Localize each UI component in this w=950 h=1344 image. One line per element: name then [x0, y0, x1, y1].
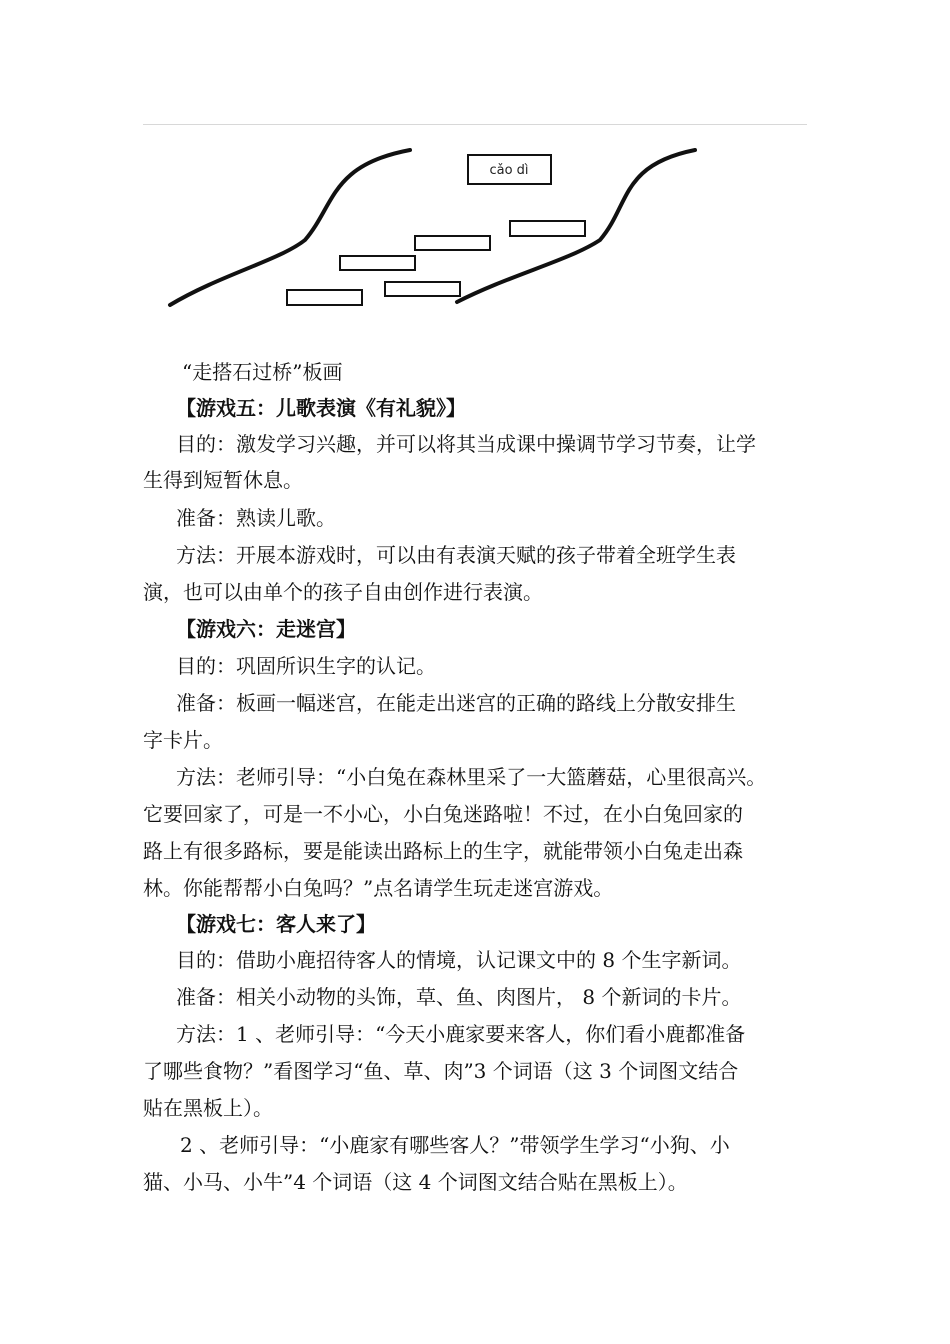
text-line: 准备：板画一幅迷宫，在能走出迷宫的正确的路线上分散安排生	[176, 691, 736, 715]
figure-caption: “走搭石过桥”板画	[182, 360, 343, 384]
text-line: 了哪些食物？”看图学习“鱼、草、肉”3 个词语（这 3 个词图文结合	[143, 1059, 739, 1083]
top-divider	[143, 124, 807, 125]
stepping-stone	[385, 282, 460, 296]
stepping-stone-bridge-drawing	[160, 145, 720, 315]
text-line: 方法：1 、老师引导：“今天小鹿家要来客人，你们看小鹿都准备	[176, 1022, 746, 1046]
stepping-stone	[415, 236, 490, 250]
text-line: 生得到短暂休息。	[143, 468, 303, 492]
text-line: 猫、小马、小牛”4 个词语（这 4 个词图文结合贴在黑板上）。	[143, 1170, 688, 1194]
text-line: 方法：开展本游戏时，可以由有表演天赋的孩子带着全班学生表	[176, 543, 736, 567]
text-line: 2 、老师引导：“小鹿家有哪些客人？”带领学生学习“小狗、小	[180, 1133, 730, 1157]
text-line: 目的：巩固所识生字的认记。	[176, 654, 436, 678]
text-line: 目的：借助小鹿招待客人的情境，认记课文中的 8 个生字新词。	[176, 948, 742, 972]
text-line: 目的：激发学习兴趣，并可以将其当成课中操调节学习节奏，让学	[176, 432, 756, 456]
stepping-stone	[510, 221, 585, 236]
text-line: 林。你能帮帮小白兔吗？”点名请学生玩走迷宫游戏。	[143, 876, 614, 900]
left-riverbank	[170, 150, 410, 305]
text-line: 贴在黑板上）。	[143, 1096, 273, 1120]
section-heading-game5: 【游戏五：儿歌表演《有礼貌》】	[176, 396, 466, 420]
text-line: 演，也可以由单个的孩子自由创作进行表演。	[143, 580, 543, 604]
pinyin-card-text: cǎo dì	[489, 163, 529, 178]
text-line: 路上有很多路标，要是能读出路标上的生字，就能带领小白兔走出森	[143, 839, 743, 863]
text-line: 字卡片。	[143, 728, 223, 752]
text-line: 准备：熟读儿歌。	[176, 506, 336, 530]
text-line: 准备：相关小动物的头饰，草、鱼、肉图片， 8 个新词的卡片。	[176, 985, 742, 1009]
section-heading-game7: 【游戏七：客人来了】	[176, 912, 376, 936]
text-line: 方法：老师引导：“小白兔在森林里采了一大篮蘑菇，心里很高兴。	[176, 765, 767, 789]
stepping-stone	[340, 256, 415, 270]
text-line: 它要回家了，可是一不小心，小白兔迷路啦！不过，在小白兔回家的	[143, 802, 743, 826]
stepping-stone	[287, 290, 362, 305]
section-heading-game6: 【游戏六：走迷宫】	[176, 617, 356, 641]
